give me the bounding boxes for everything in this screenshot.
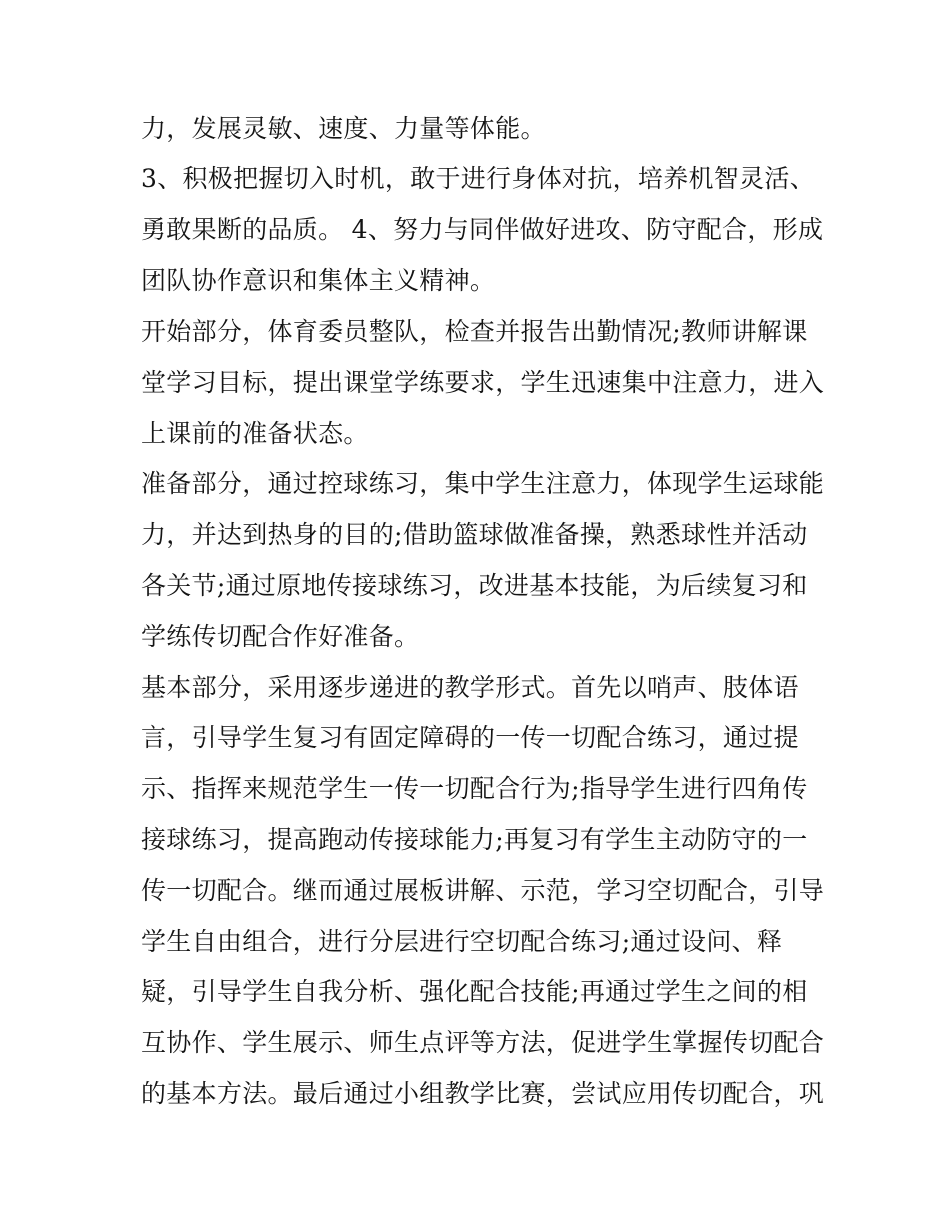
text-line: 力，并达到热身的目的;借助篮球做准备操，熟悉球性并活动	[141, 520, 808, 549]
text-line: 勇敢果断的品质。 4、努力与同伴做好进攻、防守配合，形成	[141, 215, 824, 244]
text-line: 上课前的准备状态。	[141, 419, 369, 448]
text-line: 疑，引导学生自我分析、强化配合技能;再通过学生之间的相	[141, 977, 808, 1006]
text-line: 互协作、学生展示、师生点评等方法，促进学生掌握传切配合	[141, 1028, 825, 1057]
text-line: 3、积极把握切入时机，敢于进行身体对抗，培养机智灵活、	[141, 164, 816, 193]
text-line: 示、指挥来规范学生一传一切配合行为;指导学生进行四角传	[141, 774, 808, 803]
text-line: 团队协作意识和集体主义精神。	[141, 266, 496, 295]
text-line: 言，引导学生复习有固定障碍的一传一切配合练习，通过提	[141, 723, 799, 752]
text-line: 基本部分，采用逐步递进的教学形式。首先以哨声、肢体语	[141, 673, 799, 702]
text-line: 力，发展灵敏、速度、力量等体能。	[141, 114, 546, 143]
text-line: 各关节;通过原地传接球练习，改进基本技能，为后续复习和	[141, 571, 808, 600]
text-line: 学生自由组合，进行分层进行空切配合练习;通过设问、释	[141, 927, 783, 956]
text-line: 的基本方法。最后通过小组教学比赛，尝试应用传切配合，巩	[141, 1079, 825, 1108]
text-line: 开始部分，体育委员整队，检查并报告出勤情况;教师讲解课	[141, 317, 808, 346]
text-line: 传一切配合。继而通过展板讲解、示范，学习空切配合，引导	[141, 876, 825, 905]
text-line: 准备部分，通过控球练习，集中学生注意力，体现学生运球能	[141, 469, 825, 498]
text-line: 学练传切配合作好准备。	[141, 622, 420, 651]
text-line: 堂学习目标，提出课堂学练要求，学生迅速集中注意力，进入	[141, 368, 825, 397]
text-line: 接球练习，提高跑动传接球能力;再复习有学生主动防守的一	[141, 825, 808, 854]
